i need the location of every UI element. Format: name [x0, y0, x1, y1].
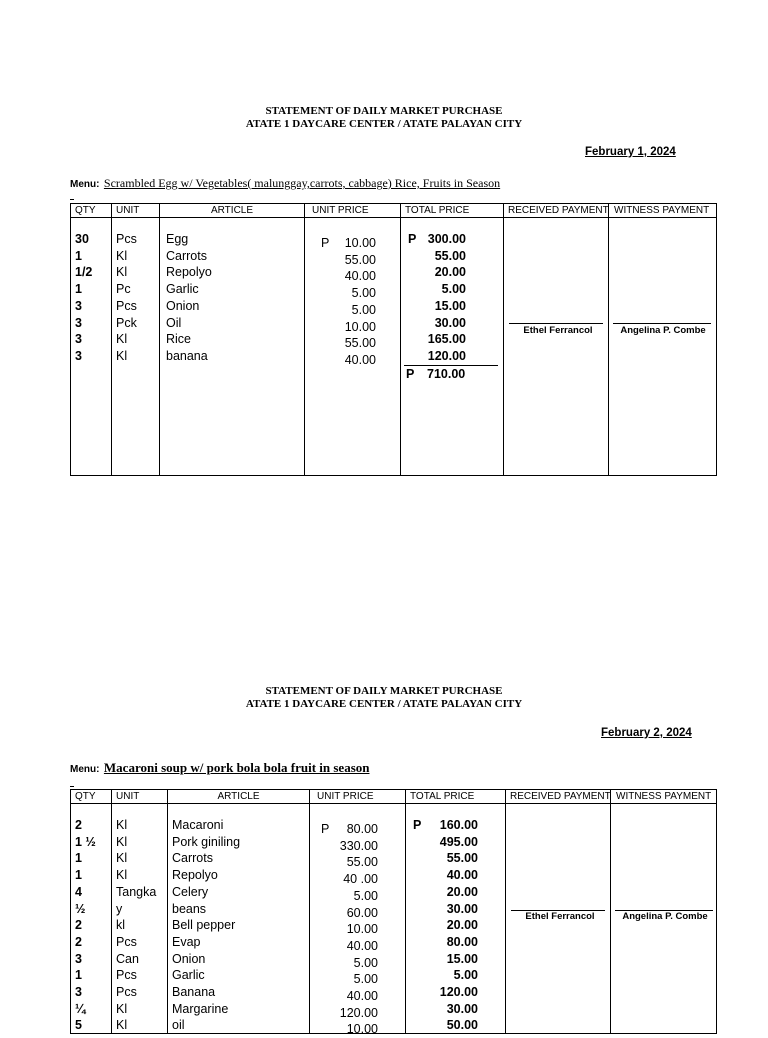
cell-total-price: 15.00: [434, 298, 466, 313]
cell-qty: ¼: [75, 1001, 86, 1016]
cell-article: Onion: [172, 951, 206, 966]
header-unit: UNIT: [116, 791, 140, 802]
cell-unit-price: 55.00: [344, 336, 376, 351]
cell-unit-price: 330.00: [339, 838, 378, 853]
cell-article: Macaroni: [172, 818, 224, 832]
article-column: [172, 817, 240, 1034]
grand-total: 710.00: [427, 367, 466, 381]
cell-unit: Pcs: [116, 968, 137, 983]
cell-qty: 30: [75, 232, 89, 246]
cell-article: Margarine: [172, 1001, 229, 1016]
cell-qty: 2: [75, 918, 82, 933]
center-name: ATATE 1 DAYCARE CENTER / ATATE PALAYAN CITY: [245, 118, 523, 130]
cell-unit-price: 5.00: [353, 955, 378, 970]
cell-total-price: 300.00: [427, 232, 466, 246]
cell-unit-price: 40.00: [344, 352, 376, 367]
cell-unit: Kl: [116, 1018, 128, 1033]
cell-total-price: 165.00: [427, 332, 466, 347]
peso-sign: P: [321, 822, 330, 836]
cell-unit-price: 40.00: [346, 989, 378, 1004]
cell-total-price: 160.00: [439, 818, 478, 832]
cell-unit: Pc: [116, 282, 131, 297]
cell-qty: 1: [75, 851, 82, 866]
peso-sign: P: [321, 236, 330, 250]
cell-article: Garlic: [166, 282, 199, 297]
cell-article: banana: [166, 348, 208, 363]
header-witness-payment: WITNESS PAYMENT: [614, 205, 710, 216]
cell-unit: Pck: [116, 315, 137, 330]
header-witness-payment: WITNESS PAYMENT: [616, 791, 712, 802]
article-column: [166, 231, 212, 365]
cell-total-price: 495.00: [439, 834, 478, 849]
menu-label: Menu:: [70, 764, 100, 775]
total-price-column: [386, 231, 466, 365]
statement-title: STATEMENT OF DAILY MARKET PURCHASE: [265, 685, 503, 697]
unit-price-column: [308, 821, 378, 1038]
cell-article: Evap: [172, 934, 201, 949]
cell-total-price: 120.00: [439, 985, 478, 1000]
cell-article: Repolyo: [166, 265, 212, 280]
menu-row: [70, 759, 370, 777]
cell-article: Oil: [166, 315, 182, 330]
peso-sign: P: [406, 367, 415, 381]
header-received-payment: RECEIVED PAYMENT: [510, 791, 611, 802]
cell-total-price: 30.00: [446, 1001, 478, 1016]
cell-unit: y: [116, 901, 123, 916]
cell-unit-price: 55.00: [346, 855, 378, 870]
cell-unit: Tangka: [116, 884, 157, 899]
cell-article: Carrots: [166, 248, 207, 263]
cell-unit: Kl: [116, 851, 128, 866]
header-article: ARTICLE: [210, 205, 254, 216]
cell-unit-price: 5.00: [351, 286, 376, 301]
menu-text: Macaroni soup w/ pork bola bola fruit in season: [103, 760, 370, 775]
witness-name: Angelina P. Combe: [622, 911, 708, 922]
cell-article: Bell pepper: [172, 918, 236, 933]
cell-qty: 1: [75, 282, 82, 297]
cell-qty: ½: [75, 901, 86, 916]
tick-mark: [70, 199, 74, 200]
cell-article: Banana: [172, 985, 216, 1000]
cell-qty: 3: [75, 332, 82, 347]
cell-qty: 2: [75, 934, 82, 949]
cell-total-price: 80.00: [446, 934, 478, 949]
qty-column: [75, 817, 96, 1034]
cell-unit-price: 5.00: [353, 972, 378, 987]
cell-article: Onion: [166, 298, 200, 313]
cell-qty: 3: [75, 985, 82, 1000]
tick-mark: [70, 786, 74, 787]
cell-qty: 4: [75, 884, 82, 899]
cell-total-price: 30.00: [434, 315, 466, 330]
header-unit-price: UNIT PRICE: [312, 205, 369, 216]
header-received-payment: RECEIVED PAYMENT: [508, 205, 609, 216]
header-unit-price: UNIT PRICE: [317, 791, 374, 802]
cell-unit-price: 60.00: [346, 905, 378, 920]
cell-article: oil: [172, 1018, 185, 1033]
cell-unit-price: 5.00: [353, 888, 378, 903]
menu-text: Scrambled Egg w/ Vegetables( malunggay,carrots, cabbage) Rice, Fruits in Season: [103, 176, 501, 190]
cell-article: Garlic: [172, 968, 205, 983]
cell-qty: 3: [75, 315, 82, 330]
unit-column: [116, 231, 137, 365]
cell-article: Rice: [166, 332, 192, 347]
cell-unit: Kl: [116, 265, 128, 280]
cell-qty: 1: [75, 248, 82, 263]
cell-unit-price: 40 .00: [343, 872, 378, 887]
cell-unit: Kl: [116, 348, 128, 363]
cell-article: Repolyo: [172, 868, 218, 883]
cell-total-price: 15.00: [446, 951, 478, 966]
purchase-table: [70, 789, 717, 1037]
cell-qty: 1/2: [75, 265, 93, 280]
cell-article: Celery: [172, 884, 209, 899]
header-total-price: TOTAL PRICE: [405, 205, 470, 216]
cell-unit-price: 10.00: [346, 1022, 378, 1037]
cell-qty: 1: [75, 968, 82, 983]
cell-qty: 1: [75, 868, 82, 883]
cell-unit: Pcs: [116, 934, 137, 949]
cell-unit: Kl: [116, 834, 128, 849]
unit-column: [116, 817, 156, 1034]
signature-line: [613, 323, 711, 324]
statement-date: February 1, 2024: [585, 146, 676, 158]
cell-total-price: 5.00: [441, 282, 466, 297]
cell-unit-price: 120.00: [339, 1005, 378, 1020]
cell-total-price: 55.00: [446, 851, 478, 866]
total-price-column: [398, 817, 478, 1034]
cell-total-price: 30.00: [446, 901, 478, 916]
cell-unit: kl: [116, 918, 126, 933]
cell-unit: Pcs: [116, 985, 137, 1000]
witness-name: Angelina P. Combe: [620, 325, 706, 336]
cell-total-price: 20.00: [434, 265, 466, 280]
cell-qty: 2: [75, 818, 82, 832]
statement-date: February 2, 2024: [601, 727, 692, 739]
purchase-table: [70, 203, 717, 476]
cell-unit-price: 55.00: [344, 252, 376, 267]
header-qty: QTY: [75, 205, 96, 216]
cell-unit-price: 80.00: [346, 822, 378, 836]
received-by-name: Ethel Ferrancol: [523, 325, 593, 336]
cell-unit: Kl: [116, 332, 128, 347]
cell-qty: 3: [75, 951, 82, 966]
cell-total-price: 120.00: [427, 348, 466, 363]
unit-price-column: [306, 235, 376, 369]
header-unit: UNIT: [116, 205, 140, 216]
cell-unit: Kl: [116, 1001, 128, 1016]
cell-total-price: 40.00: [446, 868, 478, 883]
cell-unit: Kl: [116, 248, 128, 263]
cell-unit: Can: [116, 951, 139, 966]
cell-unit-price: 10.00: [344, 236, 376, 250]
cell-total-price: 20.00: [446, 918, 478, 933]
cell-unit: Pcs: [116, 232, 137, 246]
cell-article: Pork giniling: [172, 834, 241, 849]
menu-row: [70, 174, 500, 192]
received-by-name: Ethel Ferrancol: [525, 911, 595, 922]
cell-total-price: 20.00: [446, 884, 478, 899]
cell-total-price: 5.00: [453, 968, 478, 983]
cell-unit: Kl: [116, 868, 128, 883]
signature-line: [509, 323, 603, 324]
cell-unit-price: 5.00: [351, 302, 376, 317]
header-qty: QTY: [75, 791, 96, 802]
cell-unit-price: 40.00: [344, 269, 376, 284]
cell-total-price: 55.00: [434, 248, 466, 263]
cell-unit: Pcs: [116, 298, 137, 313]
cell-article: beans: [172, 901, 207, 916]
menu-label: Menu:: [70, 179, 100, 190]
cell-qty: 1 ½: [75, 834, 96, 849]
cell-qty: 3: [75, 348, 82, 363]
qty-column: [75, 231, 92, 365]
cell-qty: 5: [75, 1018, 82, 1033]
cell-article: Egg: [166, 232, 189, 246]
header-total-price: TOTAL PRICE: [410, 791, 475, 802]
center-name: ATATE 1 DAYCARE CENTER / ATATE PALAYAN CITY: [245, 698, 523, 710]
statement-title: STATEMENT OF DAILY MARKET PURCHASE: [265, 105, 503, 117]
cell-unit-price: 10.00: [344, 319, 376, 334]
cell-article: Carrots: [172, 851, 213, 866]
cell-total-price: 50.00: [446, 1018, 478, 1033]
peso-sign: P: [413, 818, 422, 832]
cell-unit: Kl: [116, 818, 128, 832]
cell-unit-price: 10.00: [346, 922, 378, 937]
cell-unit-price: 40.00: [346, 938, 378, 953]
cell-qty: 3: [75, 298, 82, 313]
header-article: ARTICLE: [217, 791, 260, 802]
peso-sign: P: [408, 232, 417, 246]
total-underline: [404, 365, 498, 366]
